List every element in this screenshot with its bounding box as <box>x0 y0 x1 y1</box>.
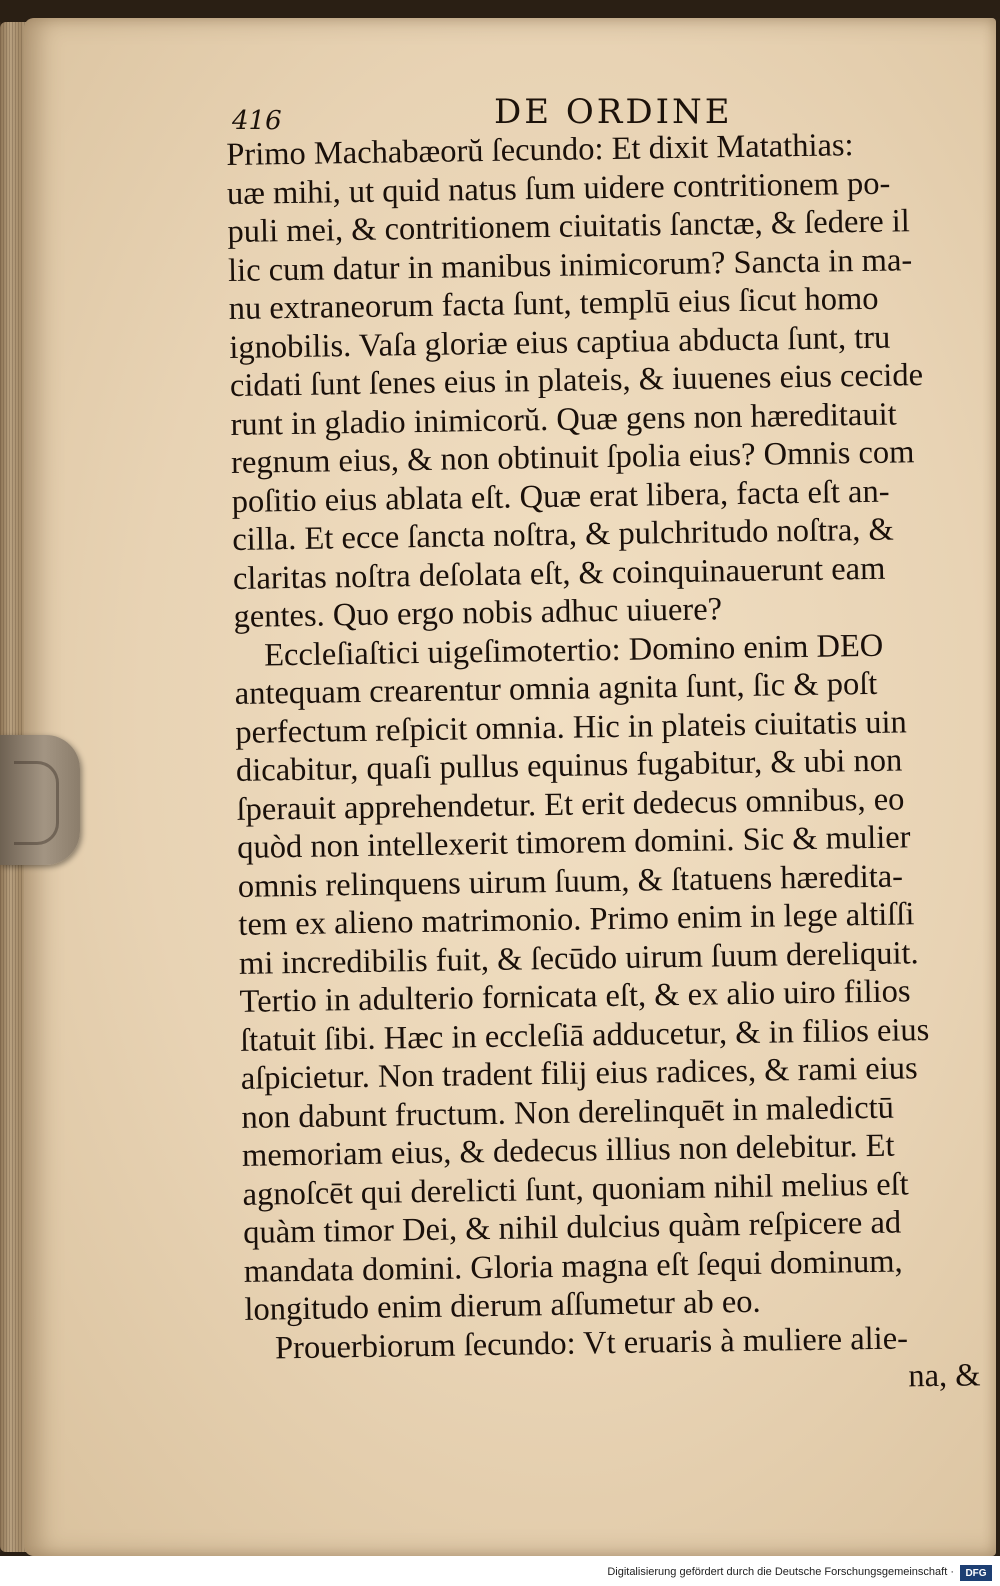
text-line: gentes. Quo ergo nobis adhuc uiuere? <box>233 591 723 635</box>
text-line: aſpicietur. Non tradent filij eius radices, & rami eius <box>240 1050 918 1097</box>
text-line: Primo Machabæorŭ ſecundo: Et dixit Matathias: <box>226 127 854 173</box>
text-line: quàm timor Dei, & nihil dulcius quàm reſpicere ad <box>242 1204 902 1251</box>
book-clasp <box>0 735 80 865</box>
text-line: ſperauit apprehendetur. Et erit dedecus omnibus, eo <box>236 780 905 828</box>
page-number: 416 <box>232 106 282 136</box>
text-line: quòd non intellexerit timorem domini. Sic & mulier <box>236 819 911 866</box>
body-text <box>226 124 981 1406</box>
text-line: perfectum reſpicit omnia. Hic in plateis ciuitatis uin <box>235 703 908 751</box>
text-line: Tertio in adulterio fornicata eſt, & ex alio uiro filios <box>239 973 911 1020</box>
funding-credit: Digitalisierung gefördert durch die Deutsche Forschungsgemeinschaft · <box>607 1566 954 1578</box>
text-line: claritas noſtra deſolata eſt, & coinquinauerunt eam <box>232 550 886 597</box>
text-line: puli mei, & contritionem ciuitatis ſanctæ, & ſedere il <box>227 203 911 250</box>
running-head: DE ORDINE <box>494 92 733 132</box>
text-line: ſtatuit ſibi. Hæc in eccleſiā adducetur, & in filios eius <box>239 1011 930 1059</box>
text-line: memoriam eius, & dedecus illius non delebitur. Et <box>241 1127 895 1174</box>
text-line: ignobilis. Vaſa gloriæ eius captiua abducta ſunt, tru <box>229 319 891 366</box>
text-line: nu extraneorum facta ſunt, templū eius ſicut homo <box>228 280 879 327</box>
text-line: dicabitur, quaſi pullus equinus fugabitur, & ubi non <box>235 742 903 789</box>
text-line: mandata domini. Gloria magna eſt ſequi dominum, <box>243 1243 903 1290</box>
text-line: uæ mihi, ut quid natus ſum uidere contritionem po- <box>226 165 891 212</box>
text-line: runt in gladio inimicorŭ. Quæ gens non hæreditauit <box>230 396 897 443</box>
text-line: omnis relinquens uirum ſuum, & ſtatuens hæredita- <box>237 857 904 905</box>
text-line: poſitio eius ablata eſt. Quæ erat libera, facta eſt an- <box>231 473 890 520</box>
text-line: longitudo enim dierum aſſumetur ab eo. <box>244 1283 761 1328</box>
text-line: lic cum datur in manibus inimicorum? Sancta in ma- <box>227 241 913 289</box>
digitization-footer <box>0 1556 1000 1586</box>
text-line: Eccleſiaſtici uigeſimotertio: Domino enim DEO <box>263 627 884 673</box>
text-line: mi incredibilis fuit, & ſecūdo uirum ſuum dereliquit. <box>238 934 919 982</box>
text-line: cilla. Et ecce ſancta noſtra, & pulchritudo noſtra, & <box>232 511 895 558</box>
text-line: non dabunt fructum. Non derelinquēt in maledictū <box>241 1089 895 1136</box>
text-line: agnoſcēt qui derelicti ſunt, quoniam nihil melius eſt <box>242 1165 909 1213</box>
text-line: tem ex alieno matrimonio. Primo enim in lege altiſſi <box>238 896 915 943</box>
catchword: na, & <box>908 1357 981 1395</box>
dfg-logo: DFG <box>960 1565 992 1581</box>
text-line: regnum eius, & non obtinuit ſpolia eius? Omnis com <box>230 434 915 481</box>
text-line: cidati ſunt ſenes eius in plateis, & iuuenes eius cecide <box>229 357 924 404</box>
text-line: Prouerbiorum ſecundo: Vt eruaris à muliere alie- <box>274 1319 909 1366</box>
text-line: antequam crearentur omnia agnita ſunt, ſic & poſt <box>234 665 878 712</box>
